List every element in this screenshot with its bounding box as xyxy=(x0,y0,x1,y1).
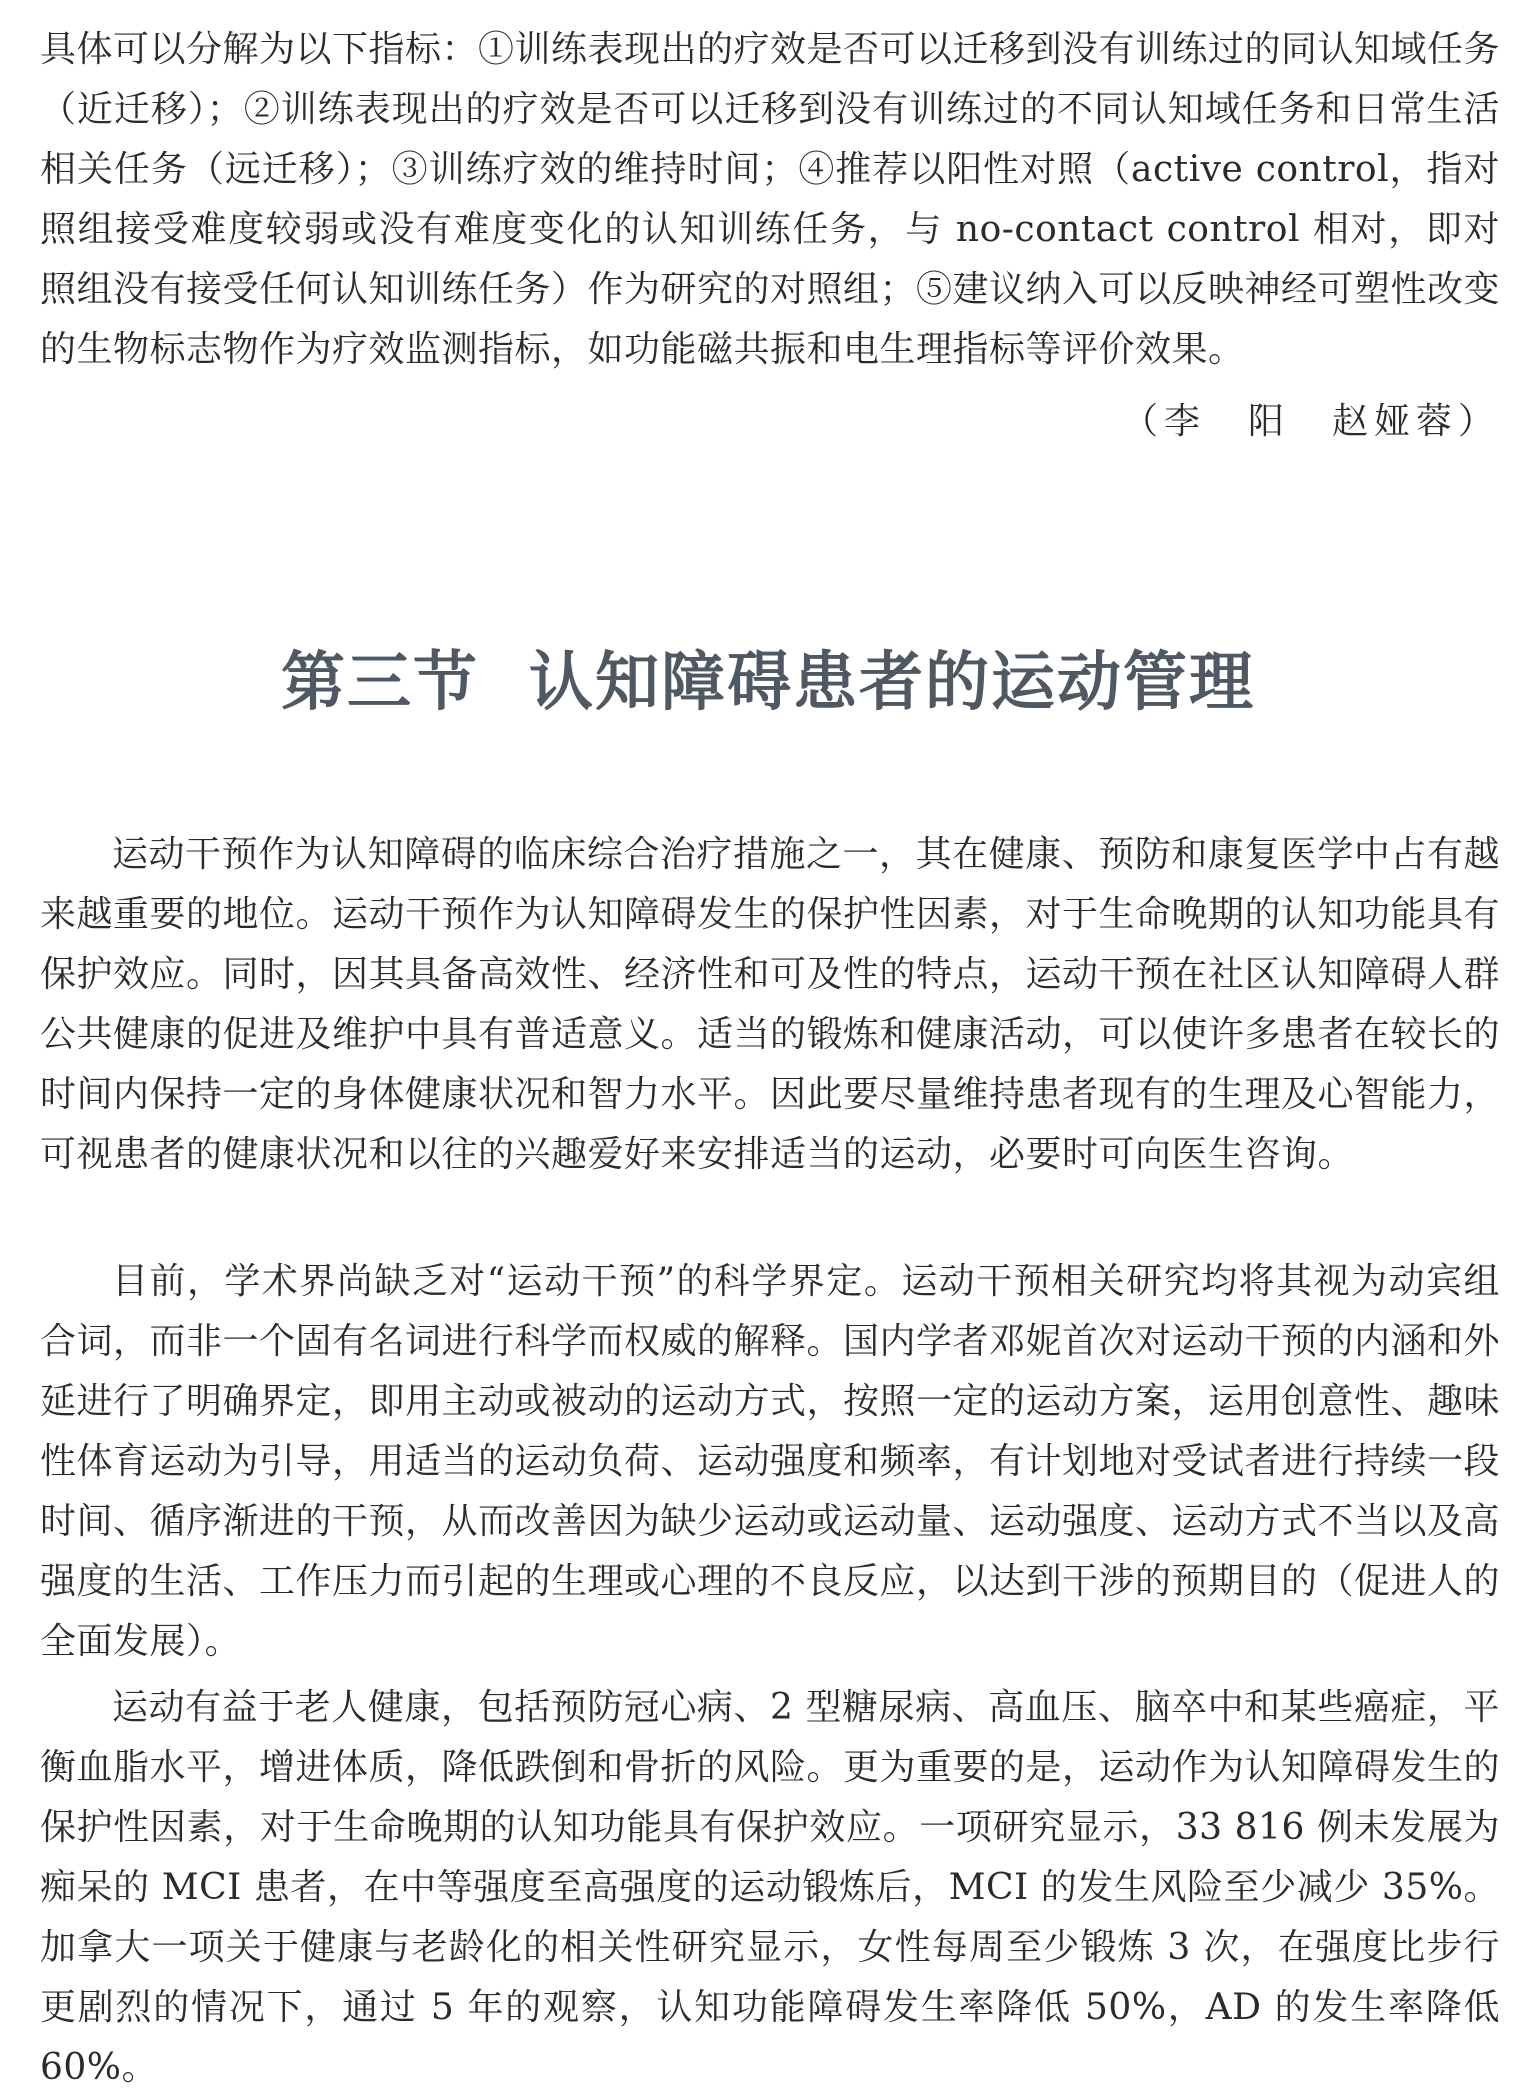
body-paragraph: 运动干预作为认知障碍的临床综合治疗措施之一，其在健康、预防和康复医学中占有越来越重要的地位。运动干预作为认知障碍发生的保护性因素，对于生命晚期的认知功能具有保护效应。同时，因其具备高效性、经济性和可及性的特点，运动干预在社区认知障碍人群公共健康的促进及维护中具有普适意义。适当的锻炼和健康活动，可以使许多患者在较长的时间内保持一定的身体健康状况和智力水平。因此要尽量维持患者现有的生理及心智能力，可视患者的健康状况和以往的兴趣爱好来安排适当的运动，必要时可向医生咨询。 xyxy=(40,834,1501,1175)
body-paragraph: 目前，学术界尚缺乏对“运动干预”的科学界定。运动干预相关研究均将其视为动宾组合词，而非一个固有名词进行科学而权威的解释。国内学者邓妮首次对运动干预的内涵和外延进行了明确界定，即用主动或被动的运动方式，按照一定的运动方案，运用创意性、趣味性体育运动为引导，用适当的运动负荷、运动强度和频率，有计划地对受试者进行持续一段时间、循序渐进的干预，从而改善因为缺少运动或运动量、运动强度、运动方式不当以及高强度的生活、工作压力而引起的生理或心理的不良反应，以达到干涉的预期目的（促进人的全面发展）。 xyxy=(40,1261,1501,1662)
section-number: 第三节 xyxy=(281,645,479,720)
body-paragraph: 运动有益于老人健康，包括预防冠心病、2 型糖尿病、高血压、脑卒中和某些癌症，平衡血脂水平，增进体质，降低跌倒和骨折的风险。更为重要的是，运动作为认知障碍发生的保护性因素，对于生命晚期的认知功能具有保护效应。一项研究显示，33 816 例未发展为痴呆的 MCI 患者，在中等强度至高强度的运动锻炼后，MCI 的发生风险至少减少 35%。加拿大一项关于健康与老龄化的相关性研究显示，女性每周至少锻炼 3 次，在强度比步行更剧烈的情况下，通过 5 年的观察，认知功能障碍发生率降低 50%，AD 的发生率降低 60%。 xyxy=(40,1687,1501,2088)
section-heading xyxy=(0,638,1536,728)
section-title: 认知障碍患者的运动管理 xyxy=(529,645,1255,720)
continuation-paragraph: 具体可以分解为以下指标：①训练表现出的疗效是否可以迁移到没有训练过的同认知域任务（近迁移）；②训练表现出的疗效是否可以迁移到没有训练过的不同认知域任务和日常生活相关任务（远迁移）；③训练疗效的维持时间；④推荐以阳性对照（active control，指对照组接受难度较弱或没有难度变化的认知训练任务，与 no-contact control 相对，即对照组没有接受任何认知训练任务）作为研究的对照组；⑤建议纳入可以反映神经可塑性改变的生物标志物作为疗效监测指标，如功能磁共振和电生理指标等评价效果。 xyxy=(40,29,1501,370)
author-attribution: （李 阳 赵娅蓉） xyxy=(1121,401,1500,442)
